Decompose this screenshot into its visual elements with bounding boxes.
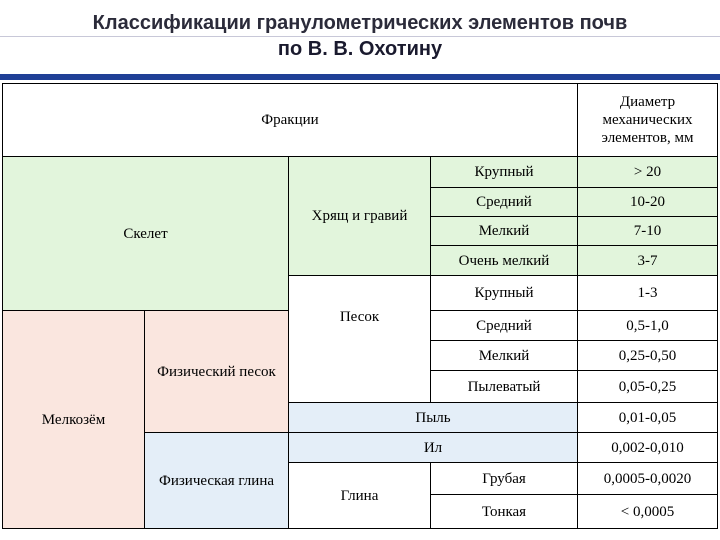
title-line-1: Классификации гранулометрических элементов почв [92,12,628,34]
group-sand: Песок [288,275,431,403]
row-value-4: 3-7 [577,245,718,276]
row-name-3: Мелкий [430,216,578,246]
row-value-8: 0,05-0,25 [577,370,718,403]
title-underline [0,36,720,37]
row-value-2: 10-20 [577,187,718,217]
row-value-9: 0,01-0,05 [577,402,718,433]
row-value-7: 0,25-0,50 [577,340,718,371]
group-clay: Глина [288,462,431,529]
row-value-6: 0,5-1,0 [577,310,718,341]
group-fine-earth: Мелкозём [2,310,145,529]
group-silt: Ил [288,432,578,463]
row-name-7: Мелкий [430,340,578,371]
group-dust: Пыль [288,402,578,433]
row-value-10: 0,002-0,010 [577,432,718,463]
row-value-3: 7-10 [577,216,718,246]
row-name-6: Средний [430,310,578,341]
row-name-2: Средний [430,187,578,217]
group-skeleton: Скелет [2,156,289,311]
row-value-11: 0,0005-0,0020 [577,462,718,495]
row-name-5: Крупный [430,275,578,311]
row-value-1: > 20 [577,156,718,188]
title-line-2: по В. В. Охотину [277,38,443,60]
group-physical-clay: Физическая глина [144,432,289,529]
row-name-11: Грубая [430,462,578,495]
accent-bar [0,74,720,80]
group-gravel: Хрящ и гравий [288,156,431,276]
row-name-1: Крупный [430,156,578,188]
group-physical-sand: Физический песок [144,310,289,434]
row-name-8: Пылеватый [430,370,578,403]
header-diameter: Диаметр механических элементов, мм [577,83,718,157]
row-name-12: Тонкая [430,494,578,529]
header-fractions: Фракции [2,83,578,157]
row-value-12: < 0,0005 [577,494,718,529]
row-name-4: Очень мелкий [430,245,578,276]
row-value-5: 1-3 [577,275,718,311]
